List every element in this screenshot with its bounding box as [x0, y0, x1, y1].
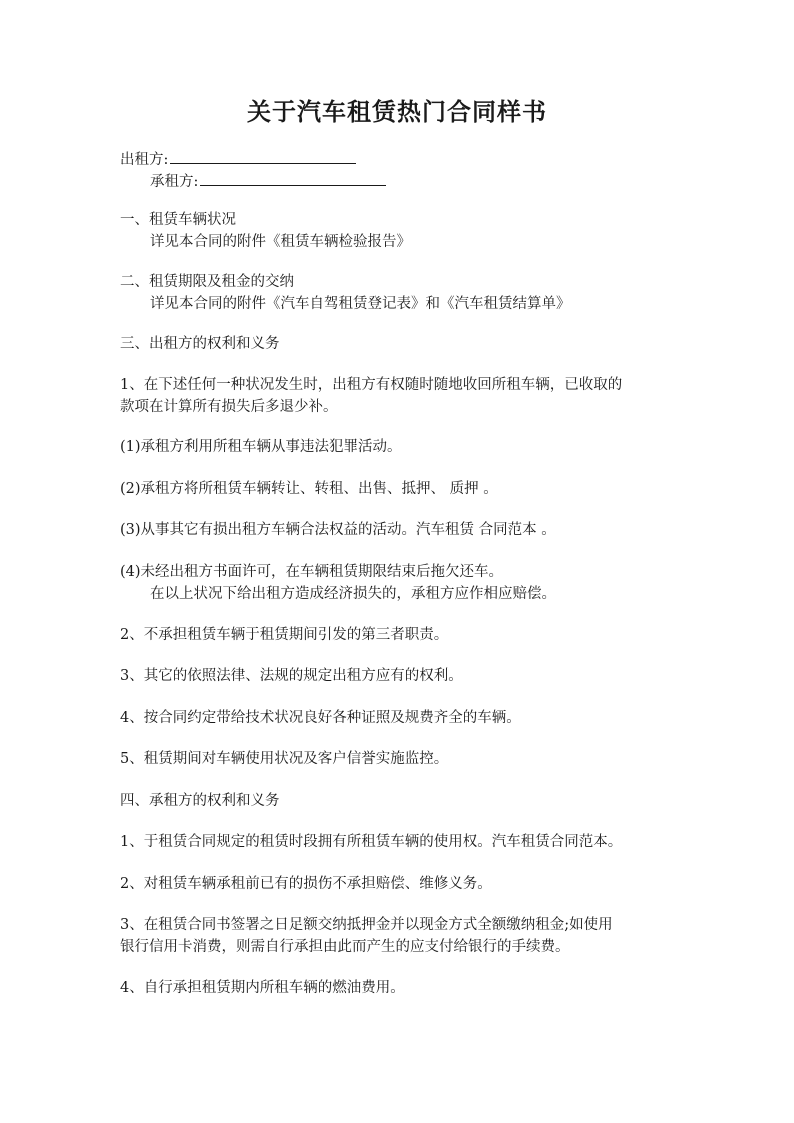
s3-item1-line1: 1、在下述任何一种状况发生时，出租方有权随时随地收回所租车辆，已收取的 — [120, 377, 623, 393]
section2-text: 详见本合同的附件《汽车自驾租赁登记表》和《汽车租赁结算单》 — [150, 296, 571, 312]
s3-item4: 4、按合同约定带给技术状况良好各种证照及规费齐全的车辆。 — [120, 710, 521, 726]
section4-heading: 四、承租方的权利和义务 — [120, 793, 280, 809]
s4-item1: 1、于租赁合同规定的租赁时段拥有所租赁车辆的使用权。汽车租赁合同范本。 — [120, 834, 623, 850]
lessee-blank — [200, 168, 386, 186]
s3-item2: 2、不承担租赁车辆于租赁期间引发的第三者职责。 — [120, 627, 449, 643]
s3-sub2: (2)承租方将所租赁车辆转让、转租、出售、抵押、 质押 。 — [120, 481, 498, 497]
s4-item3-line1: 3、在租赁合同书签署之日足额交纳抵押金并以现金方式全额缴纳租金;如使用 — [120, 917, 613, 933]
document-title: 关于汽车租赁热门合同样书 — [247, 97, 547, 126]
section2-heading: 二、租赁期限及租金的交纳 — [120, 274, 294, 290]
section1-text: 详见本合同的附件《租赁车辆检验报告》 — [150, 234, 411, 250]
s3-sub1: (1)承租方利用所租车辆从事违法犯罪活动。 — [120, 439, 402, 455]
s4-item4: 4、自行承担租赁期内所租车辆的燃油费用。 — [120, 980, 405, 996]
s3-item1-line2: 款项在计算所有损失后多退少补。 — [120, 399, 338, 415]
section1-heading: 一、租赁车辆状况 — [120, 212, 236, 228]
lessee-label: 承租方: — [150, 174, 199, 190]
s3-sub3: (3)从事其它有损出租方车辆合法权益的活动。汽车租赁 合同范本 。 — [120, 522, 556, 538]
s3-item5: 5、租赁期间对车辆使用状况及客户信誉实施监控。 — [120, 751, 449, 767]
lessor-blank — [170, 146, 356, 164]
s3-item3: 3、其它的依照法律、法规的规定出租方应有的权利。 — [120, 668, 463, 684]
section3-heading: 三、出租方的权利和义务 — [120, 336, 280, 352]
s3-sub4: (4)未经出租方书面许可，在车辆租赁期限结束后拖欠还车。 — [120, 564, 504, 580]
s3-sub4-note: 在以上状况下给出租方造成经济损失的，承租方应作相应赔偿。 — [150, 586, 556, 602]
lessor-label: 出租方: — [120, 152, 169, 168]
s4-item2: 2、对租赁车辆承租前已有的损伤不承担赔偿、维修义务。 — [120, 876, 492, 892]
lessee-line — [150, 168, 386, 193]
s4-item3-line2: 银行信用卡消费，则需自行承担由此而产生的应支付给银行的手续费。 — [120, 939, 570, 955]
